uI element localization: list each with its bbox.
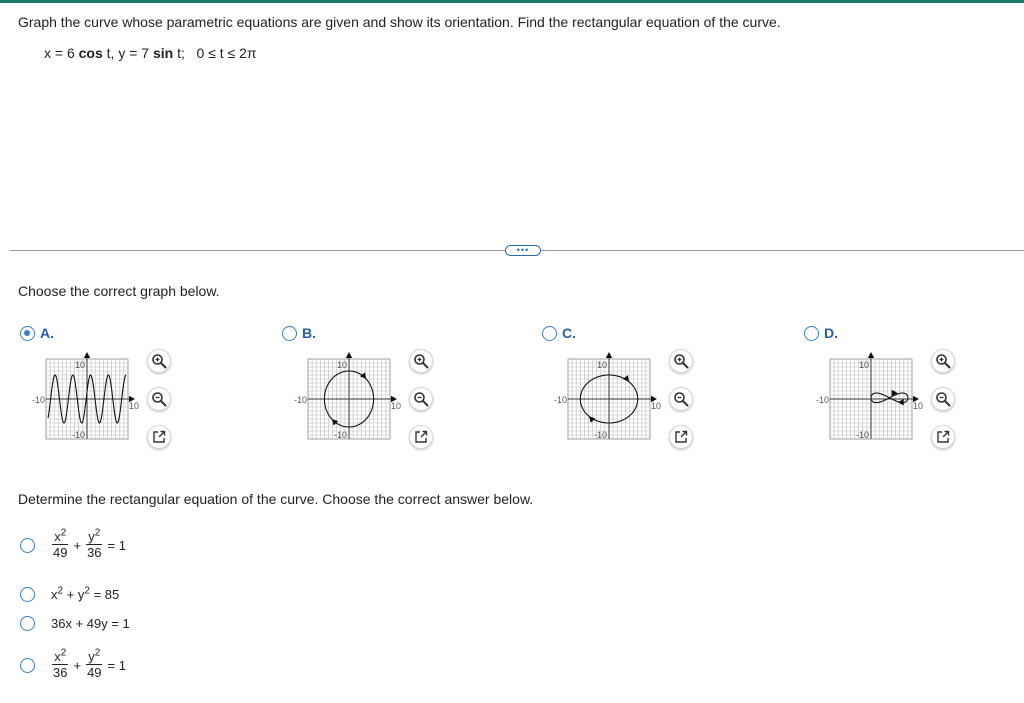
x-max-label: 10 [391, 401, 402, 411]
option-letter: A. [40, 325, 54, 341]
fraction-x [51, 647, 69, 681]
eq-cos: cos [78, 45, 103, 61]
exponent: 2 [94, 647, 101, 659]
answer-option-a[interactable] [20, 527, 130, 561]
answer-c-text: 36x + 49y = 1 [51, 616, 130, 631]
answer-option-d[interactable] [20, 647, 130, 681]
exponent: 2 [60, 647, 67, 659]
y-max-label: 10 [74, 360, 85, 370]
exponent: 2 [57, 585, 64, 597]
exponent: 2 [94, 527, 101, 539]
option-radio[interactable] [804, 326, 819, 341]
frac-den: 36 [53, 665, 68, 681]
y-max-label: 10 [596, 360, 607, 370]
zoom-in-icon[interactable] [147, 349, 171, 373]
open-new-window-icon[interactable] [409, 425, 433, 449]
y-max-label: 10 [336, 360, 347, 370]
eq-t-part: t; [173, 45, 185, 61]
y-axis-arrow [84, 352, 90, 358]
answer-radio-d[interactable] [20, 658, 35, 673]
x-min-label: -10 [553, 395, 567, 405]
open-new-window-icon[interactable] [147, 425, 171, 449]
x-max-label: 10 [913, 401, 924, 411]
option-radio[interactable] [542, 326, 557, 341]
frac-num: y [88, 529, 95, 544]
option-letter: C. [562, 325, 576, 341]
graph-prompt: Choose the correct graph below. [18, 283, 220, 299]
option-header[interactable] [282, 325, 316, 341]
equals-rhs: = 1 [107, 537, 126, 553]
question-text: Graph the curve whose parametric equations are given and show its orientation. Find the rectangular equation of the curve. [18, 14, 781, 30]
y-axis-arrow [346, 352, 352, 358]
zoom-in-icon[interactable] [931, 349, 955, 373]
graph-thumbnail[interactable] [815, 349, 924, 450]
fraction-x [51, 527, 69, 561]
parametric-equations [44, 45, 257, 61]
answer-option-b[interactable] [20, 587, 119, 602]
graph-svg [553, 349, 662, 447]
zoom-out-icon[interactable] [669, 387, 693, 411]
plus-sign: + [73, 657, 82, 673]
eq-x-part: x = 6 [44, 45, 75, 61]
answer-radio-b[interactable] [20, 587, 35, 602]
y-min-label: -10 [855, 430, 869, 440]
y-min-label: -10 [333, 430, 347, 440]
frac-num: y [88, 649, 95, 664]
y-min-label: -10 [593, 430, 607, 440]
equation-prompt: Determine the rectangular equation of the curve. Choose the correct answer below. [18, 491, 534, 507]
x-min-label: -10 [815, 395, 829, 405]
term-y: + y [63, 587, 85, 602]
frac-den: 36 [87, 545, 102, 561]
graph-thumbnail[interactable] [553, 349, 662, 450]
zoom-in-icon[interactable] [669, 349, 693, 373]
answer-radio-a[interactable] [20, 538, 35, 553]
x-min-label: -10 [293, 395, 307, 405]
y-axis-arrow [606, 352, 612, 358]
eq-range: 0 ≤ t ≤ 2π [196, 45, 257, 61]
equals-rhs: = 85 [89, 587, 120, 602]
open-new-window-icon[interactable] [669, 425, 693, 449]
x-max-label: 10 [651, 401, 662, 411]
fraction-y [85, 647, 103, 681]
frac-num: x [54, 529, 61, 544]
option-header[interactable] [804, 325, 838, 341]
frac-num: x [54, 649, 61, 664]
answer-b-text [51, 587, 119, 602]
graph-svg [293, 349, 402, 447]
top-accent-bar [0, 0, 1024, 3]
frac-den: 49 [87, 665, 102, 681]
open-new-window-icon[interactable] [931, 425, 955, 449]
frac-den: 49 [53, 545, 68, 561]
option-header[interactable] [542, 325, 576, 341]
y-min-label: -10 [71, 430, 85, 440]
expand-more-button[interactable]: ••• [505, 245, 541, 256]
eq-sin: sin [152, 45, 174, 61]
exponent: 2 [60, 527, 67, 539]
x-min-label: -10 [31, 395, 45, 405]
zoom-out-icon[interactable] [147, 387, 171, 411]
option-header[interactable] [20, 325, 54, 341]
option-letter: D. [824, 325, 838, 341]
eq-y-part: t, y = 7 [102, 45, 150, 61]
option-radio[interactable] [20, 326, 35, 341]
y-max-label: 10 [858, 360, 869, 370]
zoom-in-icon[interactable] [409, 349, 433, 373]
plus-sign: + [73, 537, 82, 553]
zoom-out-icon[interactable] [409, 387, 433, 411]
option-radio[interactable] [282, 326, 297, 341]
zoom-out-icon[interactable] [931, 387, 955, 411]
fraction-y [85, 527, 103, 561]
x-max-label: 10 [129, 401, 140, 411]
graph-svg [815, 349, 924, 447]
term-x: x [51, 587, 58, 602]
exponent: 2 [84, 585, 90, 597]
answer-option-c[interactable] [20, 616, 130, 631]
graph-thumbnail[interactable] [293, 349, 402, 450]
option-letter: B. [302, 325, 316, 341]
y-axis-arrow [868, 352, 874, 358]
graph-svg [31, 349, 140, 447]
equals-rhs: = 1 [107, 657, 126, 673]
answer-radio-c[interactable] [20, 616, 35, 631]
graph-thumbnail[interactable] [31, 349, 140, 450]
